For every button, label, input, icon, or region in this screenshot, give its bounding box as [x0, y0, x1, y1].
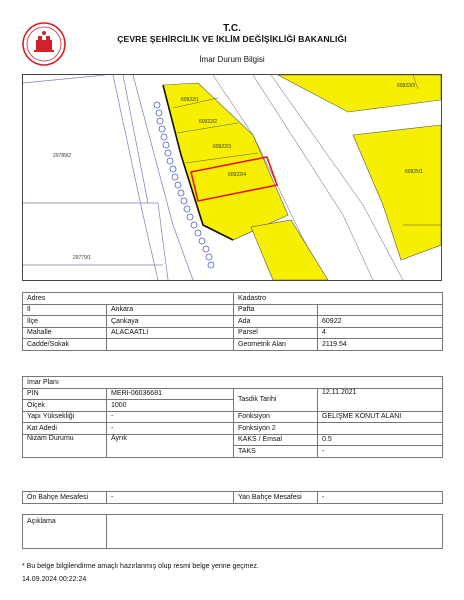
disclaimer-note: * Bu belge bilgilendirme amaçlı hazırlanmış olup resmi belge yerine geçmez. [22, 563, 259, 570]
field-label: Ölçek [23, 400, 107, 412]
explanation-section [22, 514, 442, 549]
field-label: Cadde/Sokak [23, 339, 107, 351]
field-label: TAKS [234, 446, 318, 458]
document-header [0, 0, 464, 70]
field-value: GELİŞME KONUT ALANI [318, 411, 443, 423]
field-value: - [318, 492, 443, 504]
zoning-section-title: İmar Planı [23, 377, 443, 389]
parcel-label: 60925/1 [405, 169, 424, 175]
garden-distance-table [22, 491, 443, 504]
field-value: Ankara [107, 304, 234, 316]
explanation-value [107, 515, 443, 549]
field-label: Mahalle [23, 327, 107, 339]
field-value: 12.11.2021 [318, 388, 443, 411]
parcel-map[interactable] [22, 74, 442, 281]
field-label: Geometrik Alan [234, 339, 318, 351]
field-label: Ada [234, 316, 318, 328]
field-value: - [107, 423, 234, 435]
field-label: Tasdik Tarihi [234, 388, 318, 411]
field-value [318, 304, 443, 316]
field-label: Fonksiyon 2 [234, 423, 318, 435]
field-label: Yan Bahçe Mesafesi [234, 492, 318, 504]
field-value: MERI-06036681 [107, 388, 234, 400]
parcel-label: 29779/1 [73, 255, 92, 261]
document-title: İmar Durum Bilgisi [199, 55, 265, 64]
field-value: 60922 [318, 316, 443, 328]
garden-distance-section [22, 491, 442, 504]
explanation-table [22, 514, 443, 549]
field-label: Fonksiyon [234, 411, 318, 423]
zoning-plan-section [22, 376, 442, 458]
field-label: İl [23, 304, 107, 316]
field-label: KAKS / Emsal [234, 434, 318, 446]
field-value: 4 [318, 327, 443, 339]
field-label: İlçe [23, 316, 107, 328]
zoning-table [22, 376, 443, 458]
parcel-label: 29789/2 [53, 153, 72, 159]
field-value [318, 423, 443, 435]
field-label: PIN [23, 388, 107, 400]
field-label: Yapı Yüksekliği [23, 411, 107, 423]
field-value: 2119.54 [318, 339, 443, 351]
address-cadastre-section [22, 292, 442, 351]
explanation-label: Açıklama [23, 515, 107, 549]
field-value: - [107, 411, 234, 423]
cadastre-section-title: Kadastro [234, 293, 443, 305]
ministry-name: ÇEVRE ŞEHİRCİLİK VE İKLİM DEĞİŞİKLİĞİ BAKANLIĞI [117, 34, 347, 44]
address-section-title: Adres [23, 293, 234, 305]
parcel-map-canvas [23, 75, 441, 280]
generated-timestamp: 14.09.2024 00:22:24 [22, 576, 87, 583]
parcel-label: 60922/4 [228, 172, 247, 178]
field-label: Parsel [234, 327, 318, 339]
field-value: ALACAATLI [107, 327, 234, 339]
parcel-label: 60922/2 [199, 119, 218, 125]
field-value: Ayrık [107, 434, 234, 457]
org-abbreviation: T.C. [223, 23, 241, 34]
parcel-label: 60922/3 [213, 144, 232, 150]
field-value: - [107, 492, 234, 504]
address-table [22, 292, 443, 351]
field-value [107, 339, 234, 351]
field-label: Pafta [234, 304, 318, 316]
field-value: 0.5 [318, 434, 443, 446]
field-label: Kat Adedi [23, 423, 107, 435]
field-value: 1000 [107, 400, 234, 412]
field-label: Nizam Durumu [23, 434, 107, 457]
field-label: Ön Bahçe Mesafesi [23, 492, 107, 504]
field-value: Çankaya [107, 316, 234, 328]
field-value: - [318, 446, 443, 458]
parcel-label: 60922/1 [181, 97, 200, 103]
parcel-label: 60923/3 [397, 83, 416, 89]
